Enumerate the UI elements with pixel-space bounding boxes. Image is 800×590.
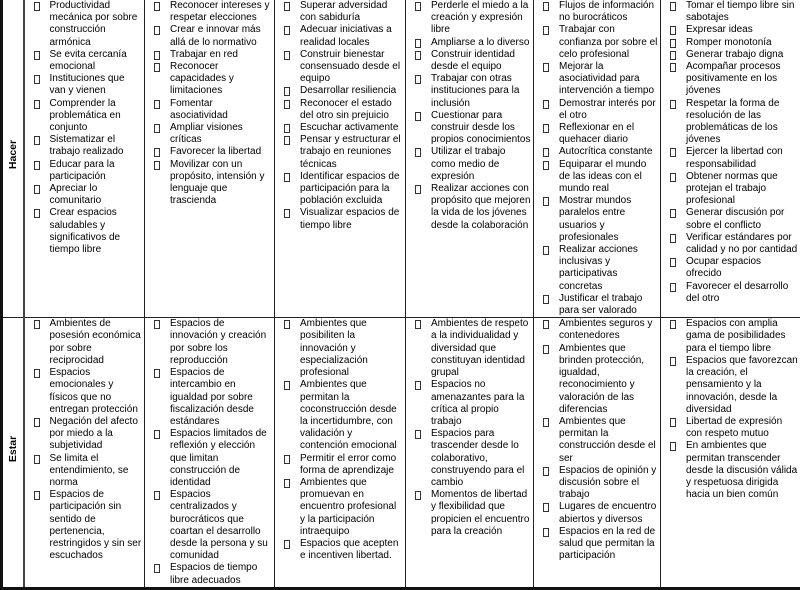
list-item: Ambientes que permitan la coconstrucción desde la incertidumbre, con validación y contención emocional: [279, 379, 403, 452]
list-item: Favorecer la libertad: [149, 146, 272, 158]
list-item: Ejercer la libertad con responsabilidad: [665, 146, 798, 170]
list-item: Espacios en la red de salud que permitan la participación: [538, 526, 658, 563]
row-label: Estar: [7, 443, 19, 463]
list-item: Acompañar procesos positivamente en los jóvenes: [665, 61, 798, 98]
list-item: Espacios de participación sin sentido de pertenencia, restringidos y sin ser escuchados: [29, 489, 143, 562]
list-item: Ocupar espacios ofrecido: [665, 256, 798, 280]
row-label-cell: [2, 318, 24, 588]
list-item: Educar para la participación: [29, 159, 143, 183]
bullet-list: [149, 318, 272, 586]
list-item: Libertad de expresión con respeto mutuo: [665, 416, 798, 440]
bullet-list: [538, 318, 658, 562]
table-cell: [406, 318, 534, 588]
list-item: Desarrollar resiliencia: [279, 85, 403, 97]
list-item: Expresar ideas: [665, 24, 798, 36]
list-item: Respetar la forma de resolución de las problemáticas de los jóvenes: [665, 98, 798, 147]
table-cell: [275, 0, 406, 318]
list-item: Reconocer intereses y respetar elecciones: [149, 0, 272, 24]
list-item: Superar adversidad con sabiduría: [279, 0, 403, 24]
list-item: Espacios con amplia gama de posibilidades para el tiempo libre: [665, 318, 798, 355]
list-item: Mostrar mundos paralelos entre usuarios y profesionales: [538, 195, 658, 244]
list-item: Ambientes de posesión económica por sobre reciprocidad: [29, 318, 143, 367]
list-item: Trabajar con otras instituciones para la inclusión: [410, 73, 531, 110]
list-item: Espacios emocionales y físicos que no entregan protección: [29, 367, 143, 416]
bullet-list: [279, 0, 403, 232]
list-item: Ambientes que permitan la construcción desde el ser: [538, 416, 658, 465]
list-item: Generar discusión por sobre el conflicto: [665, 207, 798, 231]
list-item: Espacios de tiempo libre adecuados: [149, 562, 272, 586]
list-item: Construir identidad desde el equipo: [410, 49, 531, 73]
list-item: Instituciones que van y vienen: [29, 73, 143, 97]
list-item: Ambientes de respeto a la individualidad y diversidad que constituyan identidad grupal: [410, 318, 531, 379]
list-item: Lugares de encuentro abiertos y diversos: [538, 501, 658, 525]
list-item: Crear espacios saludables y significativos de tiempo libre: [29, 207, 143, 256]
table-cell: [145, 0, 275, 318]
list-item: Justificar el trabajo para ser valorado: [538, 293, 658, 317]
list-item: Espacios que acepten e incentiven libertad.: [279, 538, 403, 562]
list-item: Adecuar iniciativas a realidad locales: [279, 24, 403, 48]
list-item: Construir bienestar consensuado desde el equipo: [279, 49, 403, 86]
list-item: Ambientes que promuevan en encuentro profesional y la participación intraequipo: [279, 477, 403, 538]
list-item: Pensar y estructurar el trabajo en reuniones técnicas: [279, 134, 403, 171]
list-item: Escuchar activamente: [279, 122, 403, 134]
list-item: Tomar el tiempo libre sin sabotajes: [665, 0, 798, 24]
list-item: Demostrar interés por el otro: [538, 98, 658, 122]
list-item: Trabajar con confianza por sobre el celo profesional: [538, 24, 658, 61]
table-cell: [145, 318, 275, 588]
list-item: Espacios para trascender desde lo colaborativo, construyendo para el cambio: [410, 428, 531, 489]
table-row-estar: [2, 318, 800, 588]
list-item: Utilizar el trabajo como medio de expresión: [410, 146, 531, 183]
bullet-list: [538, 0, 658, 317]
table-cell: [534, 318, 661, 588]
list-item: Espacios de innovación y creación por sobre los reproducción: [149, 318, 272, 367]
list-item: Favorecer el desarrollo del otro: [665, 281, 798, 305]
list-item: Permitir el error como forma de aprendizaje: [279, 453, 403, 477]
list-item: Reflexionar en el quehacer diario: [538, 122, 658, 146]
table-cell: [24, 0, 145, 318]
list-item: Generar trabajo digna: [665, 49, 798, 61]
table-cell: [534, 0, 661, 318]
list-item: Movilizar con un propósito, intensión y lenguaje que trascienda: [149, 159, 272, 208]
table-cell: [661, 318, 800, 588]
list-item: Comprender la problemática en conjunto: [29, 98, 143, 135]
bullet-list: [410, 318, 531, 538]
row-label-cell: [2, 0, 24, 318]
list-item: Mejorar la asociatividad para intervención a tiempo: [538, 61, 658, 98]
list-item: Sistematizar el trabajo realizado: [29, 134, 143, 158]
list-item: Reconocer capacidades y limitaciones: [149, 61, 272, 98]
list-item: Se limita el entendimiento, se norma: [29, 453, 143, 490]
list-item: Espacios limitados de reflexión y elección que limitan construcción de identidad: [149, 428, 272, 489]
row-label: Hacer: [7, 149, 19, 169]
list-item: Crear e innovar más allá de lo normativo: [149, 24, 272, 48]
list-item: Visualizar espacios de tiempo libre: [279, 207, 403, 231]
list-item: Romper monotonía: [665, 37, 798, 49]
bullet-list: [279, 318, 403, 562]
list-item: Ampliar visiones críticas: [149, 122, 272, 146]
bullet-list: [665, 0, 798, 305]
table-cell: [661, 0, 800, 318]
table-cell: [275, 318, 406, 588]
bullet-list: [410, 0, 531, 232]
table-row-hacer: [2, 0, 800, 318]
list-item: En ambientes que permitan transcender desde la discusión válida y respetuosa dirigida hacia un bien común: [665, 440, 798, 501]
bullet-list: [665, 318, 798, 501]
list-item: Se evita cercanía emocional: [29, 49, 143, 73]
list-item: Verificar estándares por calidad y no por cantidad: [665, 232, 798, 256]
list-item: Ambientes seguros y contenedores: [538, 318, 658, 342]
table-cell: [24, 318, 145, 588]
list-item: Negación del afecto por miedo a la subjetividad: [29, 416, 143, 453]
list-item: Perderle el miedo a la creación y expresión libre: [410, 0, 531, 37]
list-item: Equiparar el mundo de las ideas con el mundo real: [538, 159, 658, 196]
list-item: Fomentar asociatividad: [149, 98, 272, 122]
list-item: Ampliarse a lo diverso: [410, 37, 531, 49]
table-cell: [406, 0, 534, 318]
list-item: Ambientes que posibiliten la innovación y especialización profesional: [279, 318, 403, 379]
list-item: Realizar acciones inclusivas y participativas concretas: [538, 244, 658, 293]
list-item: Identificar espacios de participación para la población excluida: [279, 171, 403, 208]
list-item: Obtener normas que protejan el trabajo profesional: [665, 171, 798, 208]
list-item: Espacios que favorezcan la creación, el pensamiento y la innovación, desde la diversidad: [665, 355, 798, 416]
bullet-list: [29, 0, 143, 256]
list-item: Reconocer el estado del otro sin prejuicio: [279, 98, 403, 122]
list-item: Espacios no amenazantes para la crítica al propio trabajo: [410, 379, 531, 428]
list-item: Autocrítica constante: [538, 146, 658, 158]
list-item: Momentos de libertad y flexibilidad que propicien el encuentro para la creación: [410, 489, 531, 538]
list-item: Trabajar en red: [149, 49, 272, 61]
list-item: Espacios centralizados y burocráticos que coartan el desarrollo desde la persona y su comunidad: [149, 489, 272, 562]
bullet-list: [149, 0, 272, 207]
bullet-list: [29, 318, 143, 562]
list-item: Espacios de opinión y discusión sobre el trabajo: [538, 465, 658, 502]
list-item: Realizar acciones con propósito que mejoren la vida de los jóvenes desde la colaboración: [410, 183, 531, 232]
list-item: Flujos de información no burocráticos: [538, 0, 658, 24]
list-item: Productividad mecánica por sobre construcción armónica: [29, 0, 143, 49]
list-item: Ambientes que brinden protección, igualdad, reconocimiento y valoración de las diferencias: [538, 343, 658, 416]
list-item: Cuestionar para construir desde los propios conocimientos: [410, 110, 531, 147]
list-item: Apreciar lo comunitario: [29, 183, 143, 207]
list-item: Espacios de intercambio en igualdad por sobre fiscalización desde estándares: [149, 367, 272, 428]
